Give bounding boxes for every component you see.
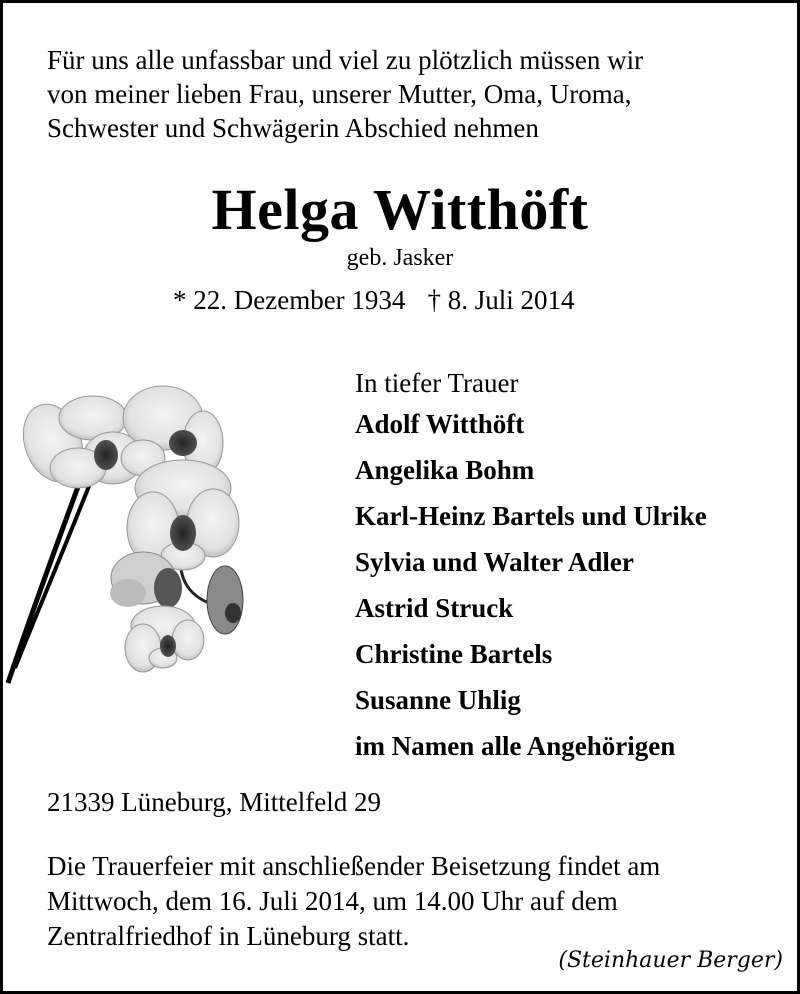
mourners-block [355, 365, 707, 769]
funeral-notice [47, 849, 787, 954]
intro-line-2: von meiner lieben Frau, unserer Mutter, Oma, Uroma, [47, 79, 632, 109]
funeral-line-2: Mittwoch, dem 16. Juli 2014, um 14.00 Uhr auf dem [47, 886, 618, 916]
mourner-name: Susanne Uhlig [355, 685, 521, 715]
orchid-icon [3, 378, 253, 708]
mourning-heading: In tiefer Trauer [355, 368, 519, 398]
address: 21339 Lüneburg, Mittelfeld 29 [47, 787, 381, 817]
mourner-name: Karl-Heinz Bartels und Ulrike [355, 501, 707, 531]
maiden-name: geb. Jasker [346, 245, 454, 271]
mourner-name: im Namen alle Angehörigen [355, 731, 676, 761]
mourner-name: Adolf Witthöft [355, 409, 525, 439]
mourner-name: Christine Bartels [355, 639, 553, 669]
undertaker-credit: (Steinhauer Berger) [558, 948, 783, 973]
birth-date: * 22. Dezember 1934 [173, 285, 406, 315]
intro-line-3: Schwester und Schwägerin Abschied nehmen [47, 113, 539, 143]
intro-text [47, 43, 767, 145]
mourner-name: Angelika Bohm [355, 455, 535, 485]
mourner-name: Astrid Struck [355, 593, 514, 623]
mourner-name: Sylvia und Walter Adler [355, 547, 634, 577]
funeral-line-3: Zentralfriedhof in Lüneburg statt. [47, 921, 410, 951]
life-dates [173, 283, 574, 317]
funeral-line-1: Die Trauerfeier mit anschließender Beisetzung findet am [47, 851, 661, 881]
intro-line-1: Für uns alle unfassbar und viel zu plötzlich müssen wir [47, 45, 644, 75]
death-date: † 8. Juli 2014 [427, 285, 575, 315]
deceased-name: Helga Witthöft [211, 177, 589, 242]
